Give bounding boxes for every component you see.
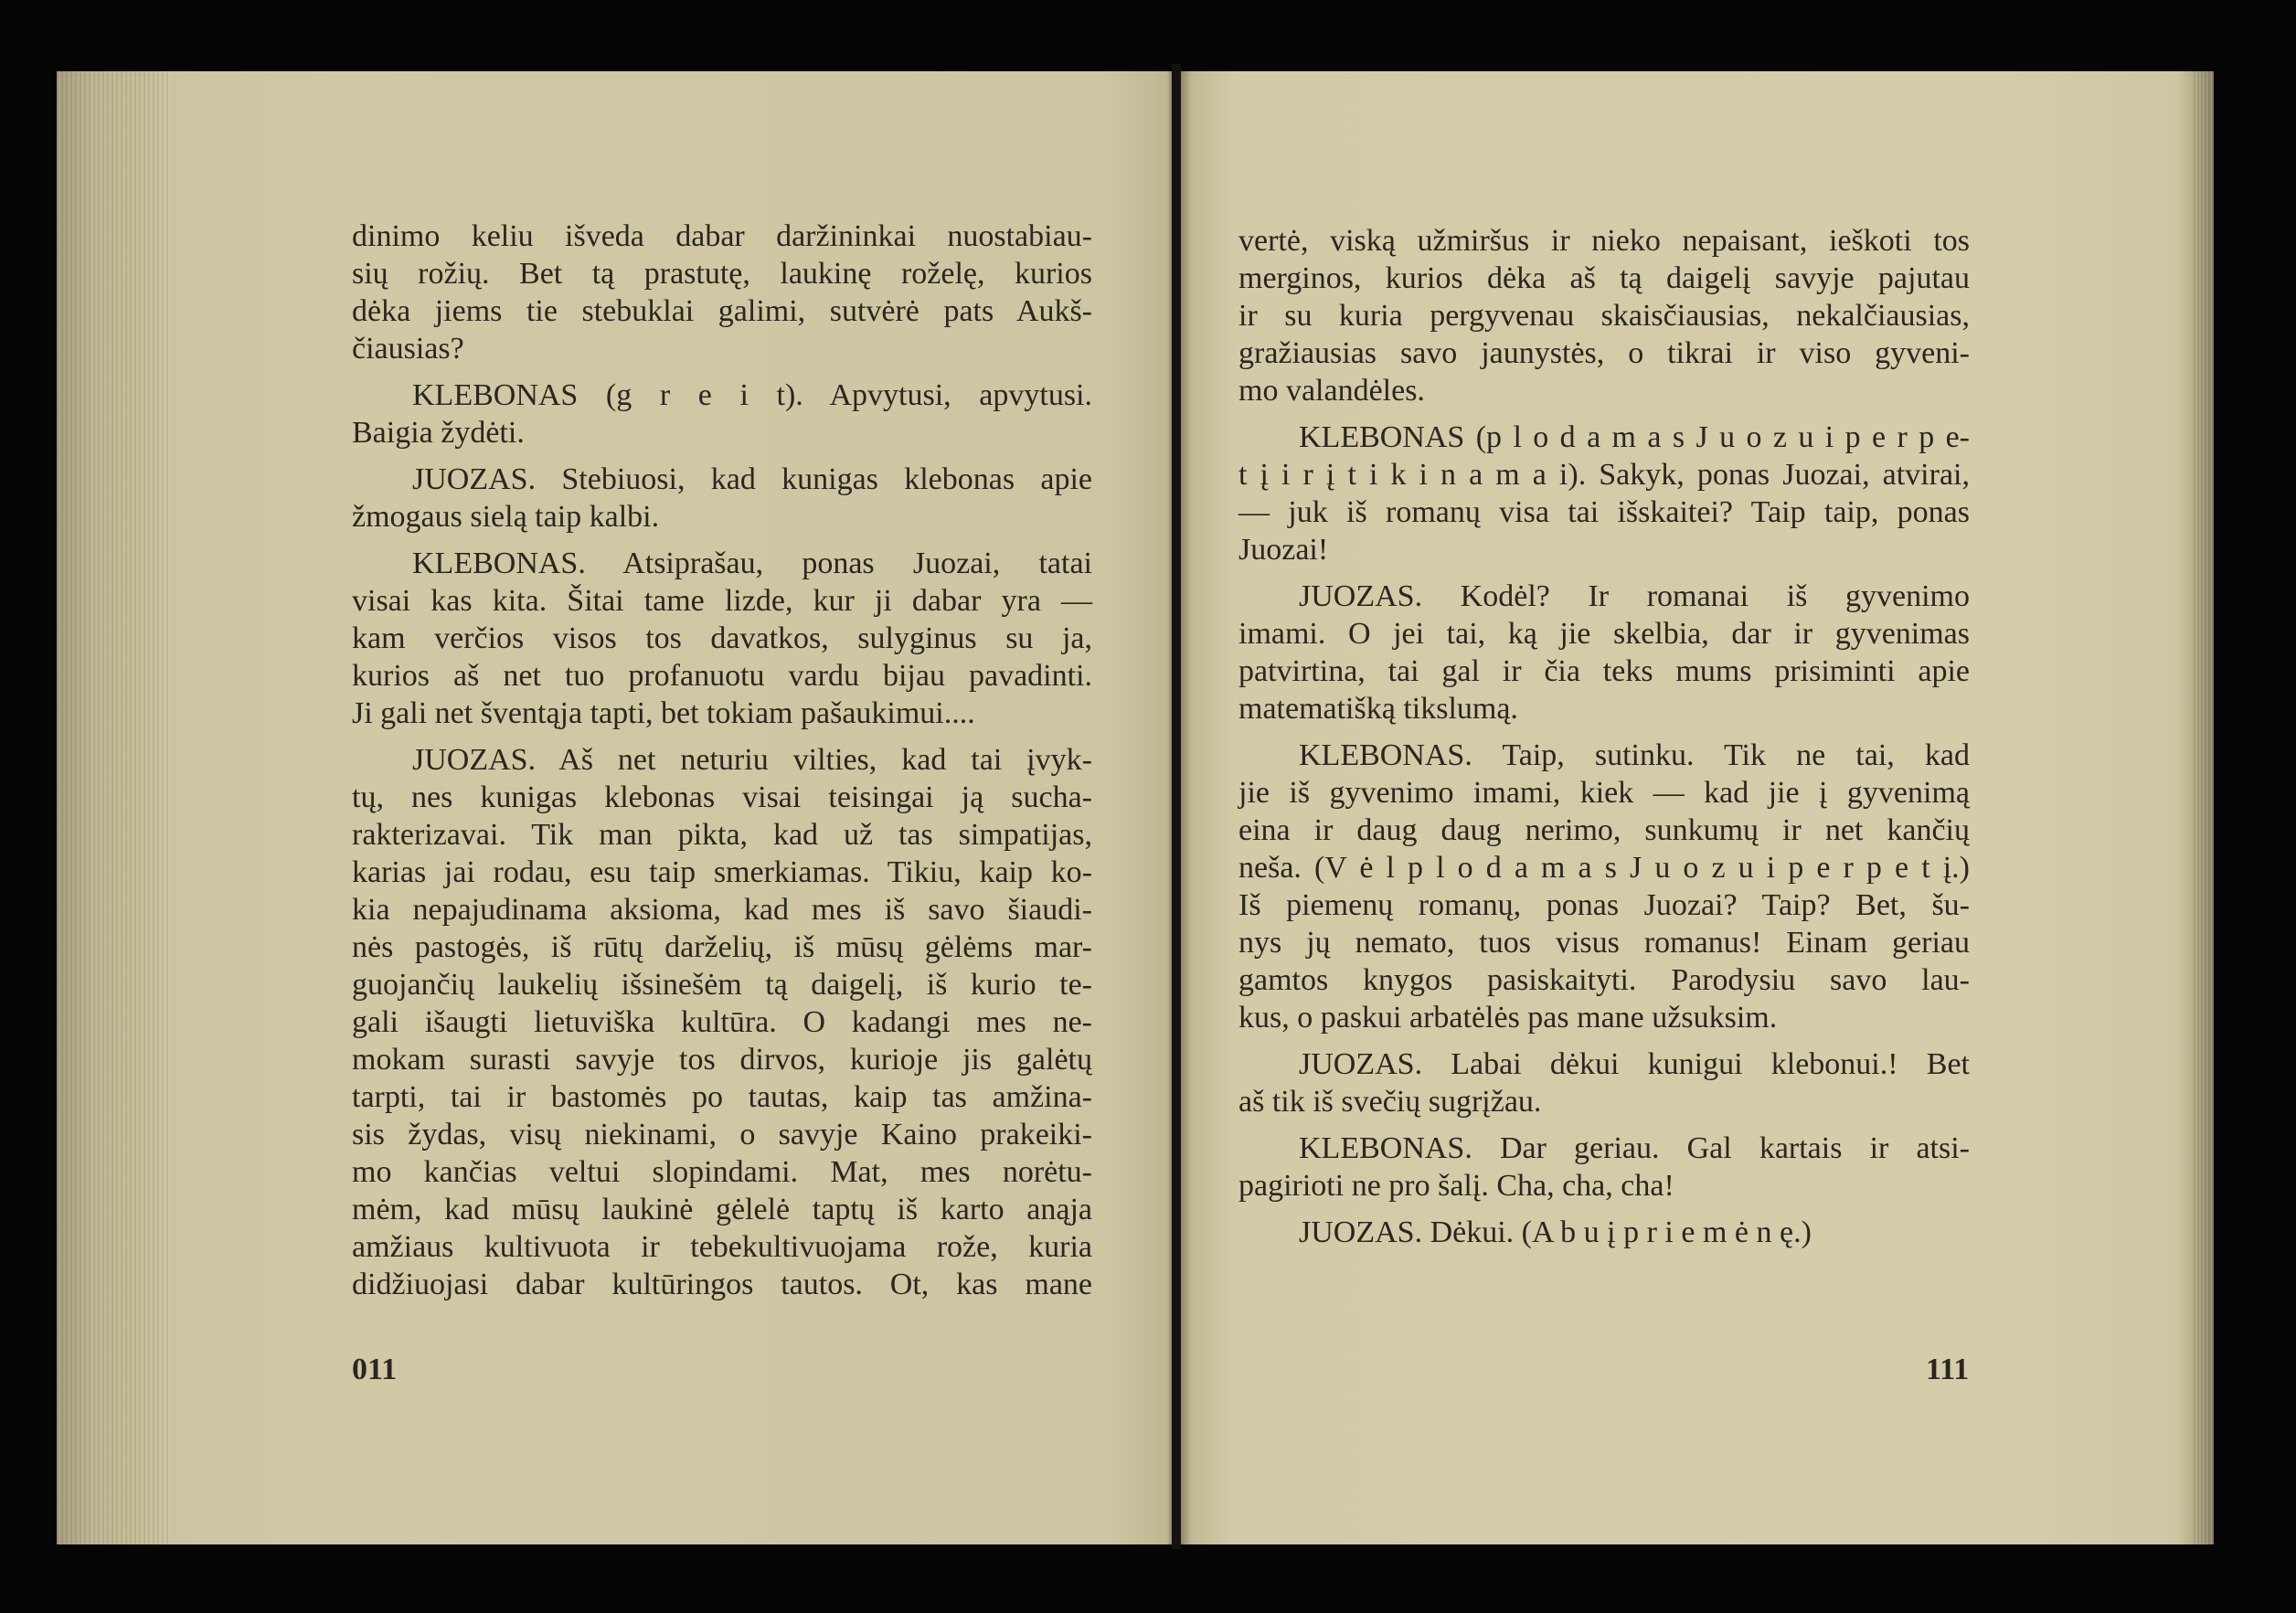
text-line: Ji gali net šventąja tapti, bet tokiam pašaukimui.... [352,696,975,730]
text-line: nės pastogės, iš rūtų darželių, iš mūsų gėlėms mar- [352,930,1092,964]
text-line: merginos, kurios dėka aš tą daigelį savyje pajutau [1238,261,1970,295]
text-line: eina ir daug daug nerimo, sunkumų ir net kančių [1238,813,1970,847]
paragraph [352,461,1092,536]
text-line: patvirtina, tai gal ir čia teks mums prisiminti apie [1238,654,1970,688]
text-line: matematišką tikslumą. [1238,692,1518,726]
text-line: amžiaus kultivuota ir tebekultivuojama rože, kuria [352,1230,1092,1264]
text-line: — juk iš romanų visa tai išskaitei? Taip taip, ponas [1238,495,1970,529]
text-line: JUOZAS. Kodėl? Ir romanai iš gyvenimo [1299,579,1970,613]
text-line: tų, nes kunigas klebonas visai teisingai ją sucha- [352,780,1092,814]
paragraph [352,741,1092,1303]
text-line: t į i r į t i k i n a m a i). Sakyk, ponas Juozai, atvirai, [1238,458,1970,492]
book-gutter [1172,64,1181,1549]
right-page-text [1238,222,1970,1251]
text-line: mo valandėles. [1238,374,1425,408]
text-line: JUOZAS. Stebiuosi, kad kunigas klebonas apie [412,462,1092,496]
text-line: Juozai! [1238,533,1329,567]
text-line: kia nepajudinama aksioma, kad mes iš savo šiaudi- [352,893,1092,927]
text-line: ir su kuria pergyvenau skaisčiausias, nekalčiausias, [1238,299,1970,333]
text-line: kurios aš net tuo profanuotu vardu bijau pavadinti. [352,659,1092,693]
text-line: aš tik iš svečių sugrįžau. [1238,1085,1542,1119]
paragraph [352,377,1092,451]
text-line: dėka jiems tie stebuklai galimi, sutvėrė pats Aukš- [352,294,1092,328]
right-page [1181,71,2214,1544]
text-line: karias jai rodau, esu taip smerkiamas. Tikiu, kaip ko- [352,855,1092,889]
left-page [57,71,1172,1544]
text-line: rakterizavai. Tik man pikta, kad už tas simpatijas, [352,818,1092,852]
text-line: JUOZAS. Dėkui. (A b u į p r i e m ė n ę.) [1299,1215,1812,1249]
text-line: kam verčios visos tos davatkos, sulyginus su ja, [352,621,1092,655]
text-line: gali išaugti lietuviška kultūra. O kadangi mes ne- [352,1005,1092,1039]
text-line: mokam surasti savyje tos dirvos, kurioje jis galėtų [352,1043,1092,1077]
text-line: kus, o paskui arbatėlės pas mane užsuksim. [1238,1001,1778,1035]
page-stack-edge [2194,71,2214,1544]
page-stack-edge [57,71,171,1544]
page-number-right: 111 [1926,1353,1970,1386]
text-line: nys jų nemato, tuos visus romanus! Einam geriau [1238,926,1970,960]
text-line: Iš piemenų romanų, ponas Juozai? Taip? Bet, šu- [1238,888,1970,922]
paragraph [1238,222,1970,409]
text-line: tarpti, tai ir bastomės po tautas, kaip tas amžina- [352,1080,1092,1114]
text-line: Baigia žydėti. [352,416,525,450]
text-line: visai kas kita. Šitai tame lizde, kur ji dabar yra — [352,584,1092,618]
text-line: neša. (V ė l p l o d a m a s J u o z u i p e r p e t į.) [1238,851,1970,885]
text-line: vertė, viską užmiršus ir nieko nepaisant, ieškoti tos [1238,224,1970,258]
text-line: dinimo keliu išveda dabar daržininkai nuostabiau- [352,219,1092,253]
text-line: guojančių laukelių išsinešėm tą daigelį, iš kurio te- [352,968,1092,1002]
text-line: KLEBONAS. Atsiprašau, ponas Juozai, tatai [412,547,1092,580]
paragraph [1238,1045,1970,1120]
text-line: KLEBONAS. Dar geriau. Gal kartais ir atsi- [1299,1131,1970,1165]
text-line: JUOZAS. Labai dėkui kunigui klebonui.! Bet [1299,1047,1970,1081]
paragraph [352,218,1092,367]
paragraph [1238,1130,1970,1204]
page-number-left: 011 [352,1353,398,1386]
text-line: pagirioti ne pro šalį. Cha, cha, cha! [1238,1169,1674,1203]
text-line: gražiausias savo jaunystės, o tikrai ir viso gyveni- [1238,336,1970,370]
left-page-text [352,218,1092,1303]
text-line: jie iš gyvenimo imami, kiek — kad jie į gyvenimą [1238,776,1970,810]
text-line: JUOZAS. Aš net neturiu vilties, kad tai įvyk- [412,743,1092,777]
text-line: čiausias? [352,332,464,366]
text-line: sis žydas, visų niekinami, o savyje Kaino prakeiki- [352,1118,1092,1151]
text-line: didžiuojasi dabar kultūringos tautos. Ot, kas mane [352,1268,1092,1301]
text-line: imami. O jei tai, ką jie skelbia, dar ir gyvenimas [1238,617,1970,651]
paragraph [352,545,1092,732]
paragraph [1238,419,1970,568]
text-line: mėm, kad mūsų laukinė gėlelė taptų iš karto anąja [352,1193,1092,1226]
text-line: KLEBONAS. Taip, sutinku. Tik ne tai, kad [1299,738,1970,772]
text-line: sių rožių. Bet tą prastutę, laukinę roželę, kurios [352,257,1092,291]
paragraph [1238,737,1970,1036]
text-line: žmogaus sielą taip kalbi. [352,500,660,534]
text-line: KLEBONAS (p l o d a m a s J u o z u i p e r p e- [1299,420,1970,454]
paragraph [1238,1214,1970,1251]
text-line: mo kančias veltui slopindami. Mat, mes norėtu- [352,1155,1092,1189]
text-line: gamtos knygos pasiskaityti. Parodysiu savo lau- [1238,963,1970,997]
text-line: KLEBONAS (g r e i t). Apvytusi, apvytusi. [412,378,1092,412]
paragraph [1238,578,1970,727]
